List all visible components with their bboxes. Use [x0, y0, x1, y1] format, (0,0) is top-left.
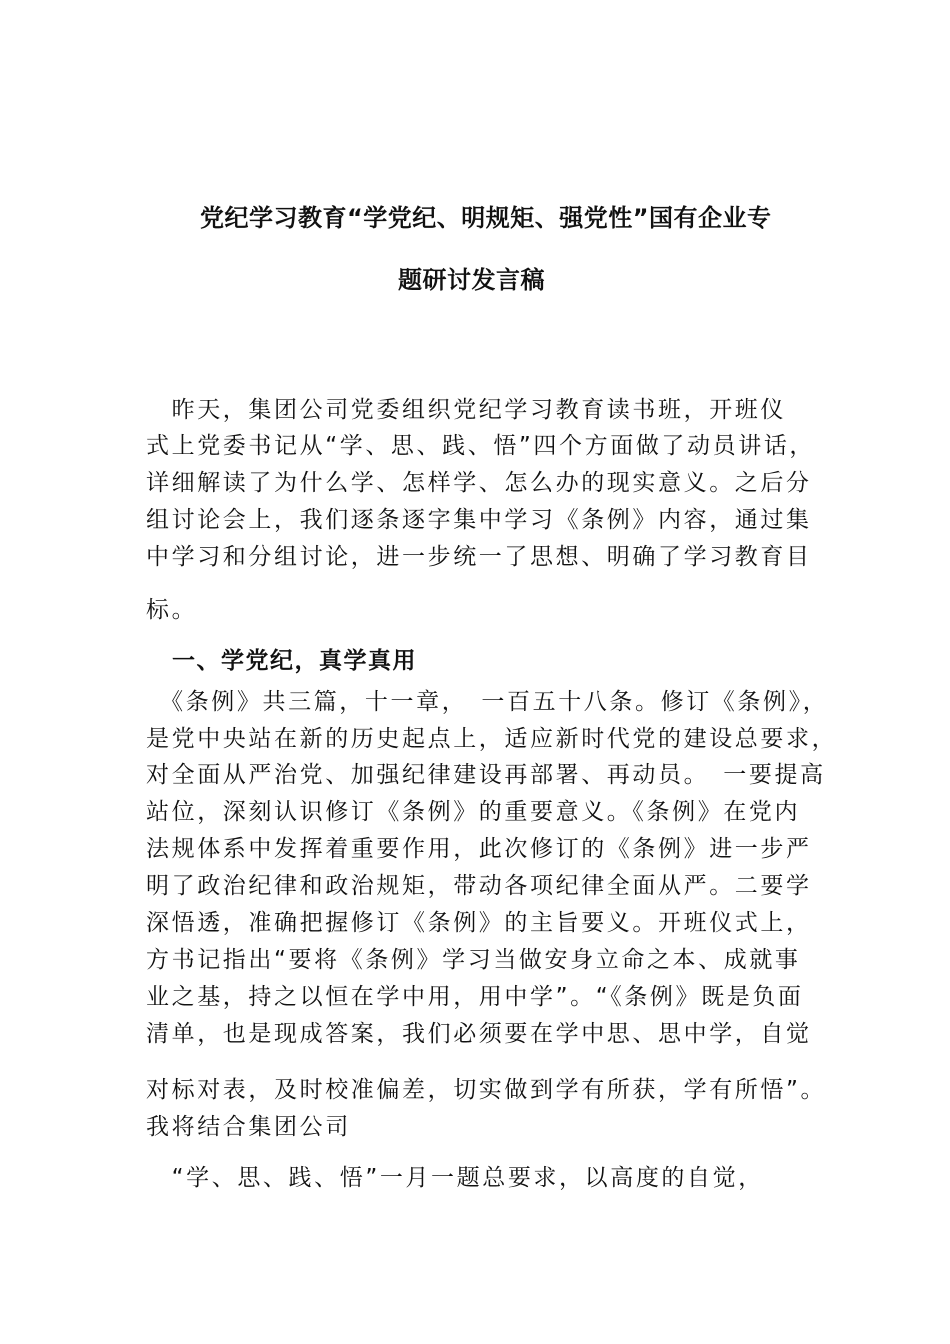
paragraph-line: “学、思、践、悟”一月一题总要求，以高度的自觉，	[146, 1165, 764, 1191]
section-heading: 一、学党纪，真学真用	[172, 648, 417, 674]
paragraph-line: 组讨论会上，我们逐条逐字集中学习《条例》内容，通过集	[146, 507, 812, 533]
paragraph-line: 标。	[146, 597, 198, 623]
paragraph-line: 业之基，持之以恒在学中用，用中学”。“《条例》既是负面	[146, 984, 804, 1010]
paragraph-line: 详细解读了为什么学、怎样学、怎么办的现实意义。之后分	[146, 470, 812, 496]
paragraph-line: 昨天，集团公司党委组织党纪学习教育读书班，开班仪	[146, 397, 786, 423]
paragraph-line: 是党中央站在新的历史起点上，适应新时代党的建设总要求，	[146, 726, 838, 752]
document-title-line-1: 党纪学习教育“学党纪、明规矩、强党性”国有企业专	[200, 204, 772, 232]
paragraph-line: 中学习和分组讨论，进一步统一了思想、明确了学习教育目	[146, 544, 812, 570]
paragraph-line: 对标对表，及时校准偏差，切实做到学有所获，学有所悟”。	[146, 1077, 827, 1103]
document-title-line-2: 题研讨发言稿	[398, 266, 545, 294]
paragraph-line: 对全面从严治党、加强纪律建设再部署、再动员。 一要提高	[146, 762, 826, 788]
paragraph-line: 方书记指出“要将《条例》学习当做安身立命之本、成就事	[146, 947, 801, 973]
paragraph-line: 深悟透，准确把握修订《条例》的主旨要义。开班仪式上，	[146, 910, 812, 936]
paragraph-line: 明了政治纪律和政治规矩，带动各项纪律全面从严。二要学	[146, 873, 812, 899]
paragraph-line: 《条例》共三篇，十一章， 一百五十八条。修订《条例》，	[146, 689, 829, 715]
paragraph-line: 清单，也是现成答案，我们必须要在学中思、思中学，自觉	[146, 1021, 812, 1047]
paragraph-line: 我将结合集团公司	[146, 1114, 351, 1140]
paragraph-line: 式上党委书记从“学、思、践、悟”四个方面做了动员讲话，	[146, 433, 816, 459]
paragraph-line: 法规体系中发挥着重要作用，此次修订的《条例》进一步严	[146, 836, 812, 862]
paragraph-line: 站位，深刻认识修订《条例》的重要意义。《条例》在党内	[146, 799, 801, 825]
